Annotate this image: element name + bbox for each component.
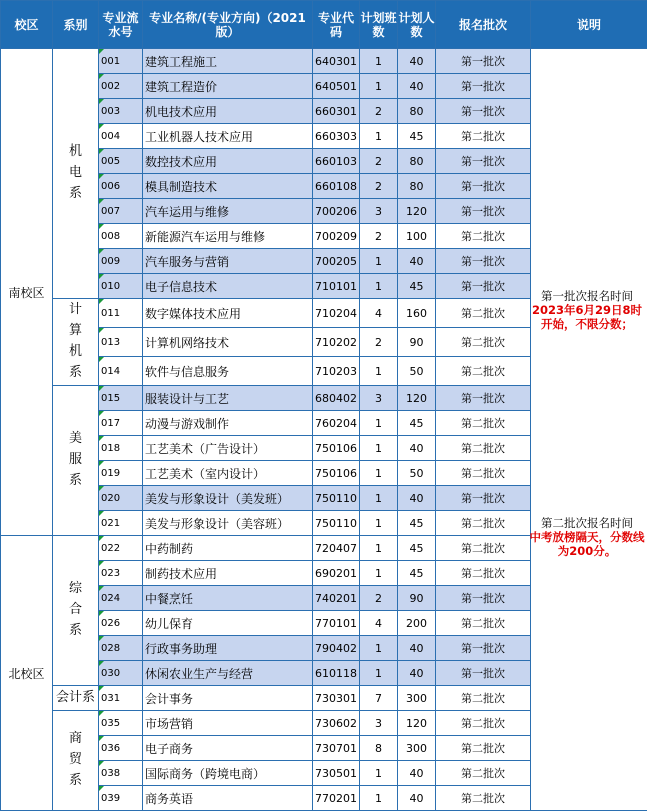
major-code-cell: 730301	[313, 686, 360, 711]
people-cell: 120	[398, 199, 436, 224]
campus-cell: 北校区	[1, 536, 53, 811]
major-code-cell: 710202	[313, 328, 360, 357]
batch-cell: 第二批次	[436, 299, 531, 328]
major-code-cell: 660303	[313, 124, 360, 149]
code-cell: 020	[99, 486, 143, 511]
major-code-cell: 640501	[313, 74, 360, 99]
major-code-cell: 660103	[313, 149, 360, 174]
code-cell: 005	[99, 149, 143, 174]
major-name-cell: 制药技术应用	[143, 561, 313, 586]
major-code-cell: 740201	[313, 586, 360, 611]
code-cell: 028	[99, 636, 143, 661]
major-code-cell: 790402	[313, 636, 360, 661]
code-cell: 024	[99, 586, 143, 611]
classes-cell: 1	[360, 249, 398, 274]
code-cell: 022	[99, 536, 143, 561]
batch-cell: 第二批次	[436, 611, 531, 636]
people-cell: 40	[398, 49, 436, 74]
major-code-cell: 730602	[313, 711, 360, 736]
people-cell: 120	[398, 711, 436, 736]
classes-cell: 3	[360, 199, 398, 224]
classes-cell: 3	[360, 386, 398, 411]
dept-label: 会计系	[56, 690, 95, 705]
batch-cell: 第一批次	[436, 174, 531, 199]
major-code-cell: 660301	[313, 99, 360, 124]
batch-cell: 第二批次	[436, 436, 531, 461]
major-name-cell: 工业机器人技术应用	[143, 124, 313, 149]
code-cell: 019	[99, 461, 143, 486]
people-cell: 50	[398, 461, 436, 486]
classes-cell: 1	[360, 357, 398, 386]
batch-cell: 第二批次	[436, 711, 531, 736]
batch-cell: 第二批次	[436, 511, 531, 536]
people-cell: 80	[398, 149, 436, 174]
classes-cell: 1	[360, 461, 398, 486]
people-cell: 80	[398, 174, 436, 199]
header-major-code: 专业代码	[313, 1, 360, 49]
batch-cell: 第一批次	[436, 249, 531, 274]
code-cell: 003	[99, 99, 143, 124]
code-cell: 018	[99, 436, 143, 461]
people-cell: 200	[398, 611, 436, 636]
major-name-cell: 行政事务助理	[143, 636, 313, 661]
dept-cell	[53, 536, 99, 686]
major-name-cell: 中餐烹饪	[143, 586, 313, 611]
classes-cell: 1	[360, 486, 398, 511]
major-name-cell: 电子信息技术	[143, 274, 313, 299]
people-cell: 40	[398, 761, 436, 786]
people-cell: 50	[398, 357, 436, 386]
batch-cell: 第二批次	[436, 761, 531, 786]
major-code-cell: 710204	[313, 299, 360, 328]
classes-cell: 1	[360, 761, 398, 786]
major-code-cell: 750110	[313, 486, 360, 511]
code-cell: 017	[99, 411, 143, 436]
major-name-cell: 中药制药	[143, 536, 313, 561]
classes-cell: 4	[360, 611, 398, 636]
major-code-cell: 680402	[313, 386, 360, 411]
second-batch-detail: 中考放榜隔天，分数线为200分。	[528, 530, 646, 558]
dept-cell	[53, 299, 99, 386]
header-people: 计划人数	[398, 1, 436, 49]
code-cell: 010	[99, 274, 143, 299]
major-name-cell: 模具制造技术	[143, 174, 313, 199]
code-cell: 026	[99, 611, 143, 636]
dept-label: 美服系	[69, 428, 83, 491]
major-code-cell: 700209	[313, 224, 360, 249]
people-cell: 40	[398, 661, 436, 686]
major-code-cell: 750106	[313, 461, 360, 486]
major-code-cell: 710203	[313, 357, 360, 386]
batch-cell: 第二批次	[436, 736, 531, 761]
classes-cell: 1	[360, 274, 398, 299]
people-cell: 45	[398, 124, 436, 149]
classes-cell: 1	[360, 511, 398, 536]
batch-cell: 第一批次	[436, 74, 531, 99]
major-name-cell: 汽车服务与营销	[143, 249, 313, 274]
major-code-cell: 700206	[313, 199, 360, 224]
classes-cell: 1	[360, 536, 398, 561]
first-batch-note	[528, 289, 646, 331]
header-campus: 校区	[1, 1, 53, 49]
code-cell: 004	[99, 124, 143, 149]
batch-cell: 第一批次	[436, 661, 531, 686]
people-cell: 45	[398, 274, 436, 299]
major-code-cell: 700205	[313, 249, 360, 274]
table-row	[1, 49, 647, 74]
people-cell: 300	[398, 736, 436, 761]
people-cell: 40	[398, 74, 436, 99]
classes-cell: 3	[360, 711, 398, 736]
dept-label: 机电系	[69, 141, 83, 204]
batch-cell: 第二批次	[436, 786, 531, 811]
major-name-cell: 休闲农业生产与经营	[143, 661, 313, 686]
header-code: 专业流水号	[99, 1, 143, 49]
people-cell: 45	[398, 561, 436, 586]
header-classes: 计划班数	[360, 1, 398, 49]
batch-cell: 第二批次	[436, 224, 531, 249]
classes-cell: 1	[360, 436, 398, 461]
major-name-cell: 会计事务	[143, 686, 313, 711]
classes-cell: 8	[360, 736, 398, 761]
major-name-cell: 动漫与游戏制作	[143, 411, 313, 436]
code-cell: 023	[99, 561, 143, 586]
code-cell: 002	[99, 74, 143, 99]
major-code-cell: 730501	[313, 761, 360, 786]
batch-cell: 第二批次	[436, 686, 531, 711]
classes-cell: 2	[360, 99, 398, 124]
first-batch-detail: 2023年6月29日8时开始，不限分数；	[528, 303, 646, 331]
batch-cell: 第一批次	[436, 149, 531, 174]
major-name-cell: 建筑工程施工	[143, 49, 313, 74]
code-cell: 006	[99, 174, 143, 199]
batch-cell: 第一批次	[436, 199, 531, 224]
classes-cell: 2	[360, 149, 398, 174]
major-name-cell: 数控技术应用	[143, 149, 313, 174]
code-cell: 011	[99, 299, 143, 328]
code-cell: 035	[99, 711, 143, 736]
classes-cell: 2	[360, 328, 398, 357]
major-name-cell: 建筑工程造价	[143, 74, 313, 99]
batch-cell: 第一批次	[436, 49, 531, 74]
code-cell: 031	[99, 686, 143, 711]
batch-cell: 第一批次	[436, 636, 531, 661]
batch-cell: 第一批次	[436, 274, 531, 299]
major-code-cell: 690201	[313, 561, 360, 586]
people-cell: 45	[398, 511, 436, 536]
batch-cell: 第一批次	[436, 586, 531, 611]
major-code-cell: 730701	[313, 736, 360, 761]
major-code-cell: 750106	[313, 436, 360, 461]
dept-cell	[53, 686, 99, 711]
major-name-cell: 电子商务	[143, 736, 313, 761]
dept-cell	[53, 49, 99, 299]
code-cell: 038	[99, 761, 143, 786]
classes-cell: 1	[360, 74, 398, 99]
people-cell: 40	[398, 436, 436, 461]
people-cell: 100	[398, 224, 436, 249]
batch-cell: 第二批次	[436, 561, 531, 586]
major-code-cell: 640301	[313, 49, 360, 74]
header-row	[1, 1, 647, 49]
major-name-cell: 美发与形象设计（美发班）	[143, 486, 313, 511]
people-cell: 45	[398, 536, 436, 561]
code-cell: 015	[99, 386, 143, 411]
batch-cell: 第二批次	[436, 357, 531, 386]
major-name-cell: 市场营销	[143, 711, 313, 736]
classes-cell: 4	[360, 299, 398, 328]
code-cell: 008	[99, 224, 143, 249]
people-cell: 160	[398, 299, 436, 328]
batch-cell: 第二批次	[436, 461, 531, 486]
batch-cell: 第二批次	[436, 328, 531, 357]
dept-label: 商贸系	[69, 728, 83, 791]
major-code-cell: 770101	[313, 611, 360, 636]
major-name-cell: 软件与信息服务	[143, 357, 313, 386]
classes-cell: 1	[360, 661, 398, 686]
code-cell: 013	[99, 328, 143, 357]
batch-cell: 第一批次	[436, 486, 531, 511]
major-code-cell: 720407	[313, 536, 360, 561]
major-name-cell: 数字媒体技术应用	[143, 299, 313, 328]
major-name-cell: 新能源汽车运用与维修	[143, 224, 313, 249]
code-cell: 039	[99, 786, 143, 811]
major-code-cell: 760204	[313, 411, 360, 436]
code-cell: 007	[99, 199, 143, 224]
header-dept: 系别	[53, 1, 99, 49]
code-cell: 001	[99, 49, 143, 74]
first-batch-title: 第一批次报名时间	[528, 289, 646, 303]
major-name-cell: 机电技术应用	[143, 99, 313, 124]
major-code-cell: 770201	[313, 786, 360, 811]
major-code-cell: 710101	[313, 274, 360, 299]
people-cell: 120	[398, 386, 436, 411]
people-cell: 40	[398, 636, 436, 661]
people-cell: 80	[398, 99, 436, 124]
classes-cell: 2	[360, 224, 398, 249]
people-cell: 300	[398, 686, 436, 711]
note-cell	[531, 49, 647, 811]
batch-cell: 第一批次	[436, 386, 531, 411]
dept-label: 计算机系	[69, 299, 83, 383]
major-code-cell: 750110	[313, 511, 360, 536]
classes-cell: 1	[360, 561, 398, 586]
major-name-cell: 服装设计与工艺	[143, 386, 313, 411]
header-note: 说明	[531, 1, 647, 49]
code-cell: 009	[99, 249, 143, 274]
major-name-cell: 国际商务（跨境电商）	[143, 761, 313, 786]
code-cell: 014	[99, 357, 143, 386]
people-cell: 40	[398, 249, 436, 274]
people-cell: 40	[398, 786, 436, 811]
classes-cell: 1	[360, 49, 398, 74]
major-name-cell: 幼儿保育	[143, 611, 313, 636]
major-name-cell: 工艺美术（广告设计）	[143, 436, 313, 461]
classes-cell: 1	[360, 636, 398, 661]
classes-cell: 1	[360, 411, 398, 436]
batch-cell: 第二批次	[436, 124, 531, 149]
major-code-cell: 610118	[313, 661, 360, 686]
major-name-cell: 商务英语	[143, 786, 313, 811]
people-cell: 90	[398, 586, 436, 611]
batch-cell: 第二批次	[436, 536, 531, 561]
classes-cell: 1	[360, 124, 398, 149]
campus-cell: 南校区	[1, 49, 53, 536]
header-name: 专业名称/(专业方向)（2021版）	[143, 1, 313, 49]
classes-cell: 2	[360, 174, 398, 199]
major-name-cell: 计算机网络技术	[143, 328, 313, 357]
batch-cell: 第二批次	[436, 411, 531, 436]
dept-cell	[53, 386, 99, 536]
second-batch-title: 第二批次报名时间	[528, 516, 646, 530]
major-name-cell: 工艺美术（室内设计）	[143, 461, 313, 486]
classes-cell: 7	[360, 686, 398, 711]
header-batch: 报名批次	[436, 1, 531, 49]
dept-label: 综合系	[69, 578, 83, 641]
classes-cell: 2	[360, 586, 398, 611]
major-code-cell: 660108	[313, 174, 360, 199]
batch-cell: 第一批次	[436, 99, 531, 124]
major-name-cell: 美发与形象设计（美容班）	[143, 511, 313, 536]
second-batch-note	[528, 516, 646, 558]
code-cell: 030	[99, 661, 143, 686]
classes-cell: 1	[360, 786, 398, 811]
code-cell: 036	[99, 736, 143, 761]
people-cell: 90	[398, 328, 436, 357]
major-name-cell: 汽车运用与维修	[143, 199, 313, 224]
people-cell: 45	[398, 411, 436, 436]
people-cell: 40	[398, 486, 436, 511]
code-cell: 021	[99, 511, 143, 536]
